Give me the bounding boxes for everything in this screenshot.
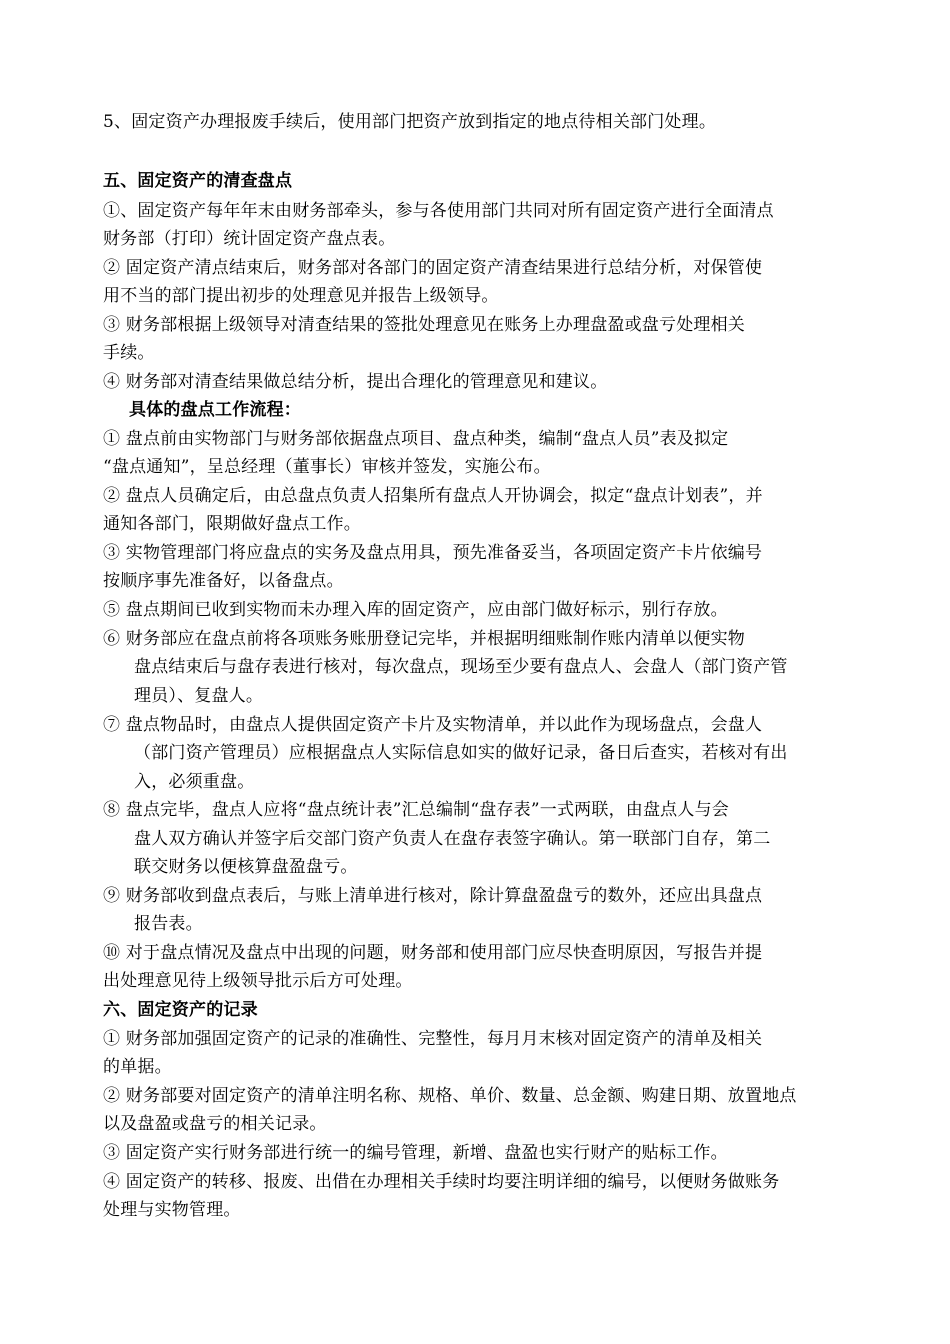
section-6-item-4-line-2: 处理与实物管理。 bbox=[103, 1200, 241, 1220]
process-item-9-line-1: ⑨ 财务部收到盘点表后，与账上清单进行核对，除计算盘盈盘亏的数外，还应出具盘点 bbox=[103, 886, 763, 906]
process-item-1-line-2: “盘点通知”，呈总经理（董事长）审核并签发，实施公布。 bbox=[103, 457, 551, 477]
section-5-item-3-line-1: ③ 财务部根据上级领导对清查结果的签批处理意见在账务上办理盘盈或盘亏处理相关 bbox=[103, 315, 746, 335]
process-item-2-line-1: ② 盘点人员确定后，由总盘点负责人招集所有盘点人开协调会，拟定“盘点计划表”，并 bbox=[103, 486, 763, 506]
process-item-1-line-1: ① 盘点前由实物部门与财务部依据盘点项目、盘点种类，编制“盘点人员”表及拟定 bbox=[103, 429, 729, 449]
process-item-7-line-3: 入，必须重盘。 bbox=[134, 772, 255, 792]
process-heading: 具体的盘点工作流程： bbox=[129, 400, 301, 420]
process-item-10-line-1: ⑩ 对于盘点情况及盘点中出现的问题，财务部和使用部门应尽快查明原因，写报告并提 bbox=[103, 943, 763, 963]
intro-line: 5、固定资产办理报废手续后，使用部门把资产放到指定的地点待相关部门处理。 bbox=[103, 112, 717, 132]
section-5-item-2-line-2: 用不当的部门提出初步的处理意见并报告上级领导。 bbox=[103, 286, 499, 306]
process-item-6-line-2: 盘点结束后与盘存表进行核对，每次盘点，现场至少要有盘点人、会盘人（部门资产管 bbox=[134, 657, 788, 677]
process-item-5-line-1: ⑤ 盘点期间已收到实物而未办理入库的固定资产，应由部门做好标示，别行存放。 bbox=[103, 600, 728, 620]
process-item-8-line-2: 盘人双方确认并签字后交部门资产负责人在盘存表签字确认。第一联部门自存，第二 bbox=[134, 829, 771, 849]
section-6-item-1-line-2: 的单据。 bbox=[103, 1057, 172, 1077]
section-6-item-2-line-2: 以及盘盈或盘亏的相关记录。 bbox=[103, 1114, 327, 1134]
process-item-7-line-1: ⑦ 盘点物品时，由盘点人提供固定资产卡片及实物清单，并以此作为现场盘点，会盘人 bbox=[103, 715, 763, 735]
process-item-6-line-3: 理员）、复盘人。 bbox=[134, 686, 264, 706]
section-6-item-3-line-1: ③ 固定资产实行财务部进行统一的编号管理，新增、盘盈也实行财产的贴标工作。 bbox=[103, 1143, 728, 1163]
process-item-2-line-2: 通知各部门，限期做好盘点工作。 bbox=[103, 514, 361, 534]
process-item-9-line-2: 报告表。 bbox=[134, 914, 203, 934]
section-5-heading: 五、固定资产的清查盘点 bbox=[103, 171, 293, 191]
section-5-item-4-line-1: ④ 财务部对清查结果做总结分析，提出合理化的管理意见和建议。 bbox=[103, 372, 608, 392]
section-6-item-4-line-1: ④ 固定资产的转移、报废、出借在办理相关手续时均要注明详细的编号，以便财务做账务 bbox=[103, 1172, 780, 1192]
process-item-8-line-3: 联交财务以便核算盘盈盘亏。 bbox=[134, 857, 358, 877]
section-5-item-2-line-1: ② 固定资产清点结束后，财务部对各部门的固定资产清查结果进行总结分析，对保管使 bbox=[103, 258, 763, 278]
process-item-8-line-1: ⑧ 盘点完毕，盘点人应将“盘点统计表”汇总编制“盘存表”一式两联，由盘点人与会 bbox=[103, 800, 729, 820]
section-6-item-1-line-1: ① 财务部加强固定资产的记录的准确性、完整性，每月月末核对固定资产的清单及相关 bbox=[103, 1029, 763, 1049]
process-item-3-line-1: ③ 实物管理部门将应盘点的实务及盘点用具，预先准备妥当，各项固定资产卡片依编号 bbox=[103, 543, 763, 563]
section-5-item-3-line-2: 手续。 bbox=[103, 343, 155, 363]
process-item-6-line-1: ⑥ 财务部应在盘点前将各项账务账册登记完毕，并根据明细账制作账内清单以便实物 bbox=[103, 629, 746, 649]
section-5-item-1-line-1: ①、固定资产每年年末由财务部牵头，参与各使用部门共同对所有固定资产进行全面清点 bbox=[103, 201, 774, 221]
section-6-item-2-line-1: ② 财务部要对固定资产的清单注明名称、规格、单价、数量、总金额、购建日期、放置地点 bbox=[103, 1086, 797, 1106]
process-item-10-line-2: 出处理意见待上级领导批示后方可处理。 bbox=[103, 971, 413, 991]
process-item-3-line-2: 按顺序事先准备好，以备盘点。 bbox=[103, 571, 344, 591]
section-6-heading: 六、固定资产的记录 bbox=[103, 1000, 258, 1020]
process-item-7-line-2: （部门资产管理员）应根据盘点人实际信息如实的做好记录，备日后查实，若核对有出 bbox=[134, 743, 788, 763]
section-5-item-1-line-2: 财务部（打印）统计固定资产盘点表。 bbox=[103, 229, 396, 249]
